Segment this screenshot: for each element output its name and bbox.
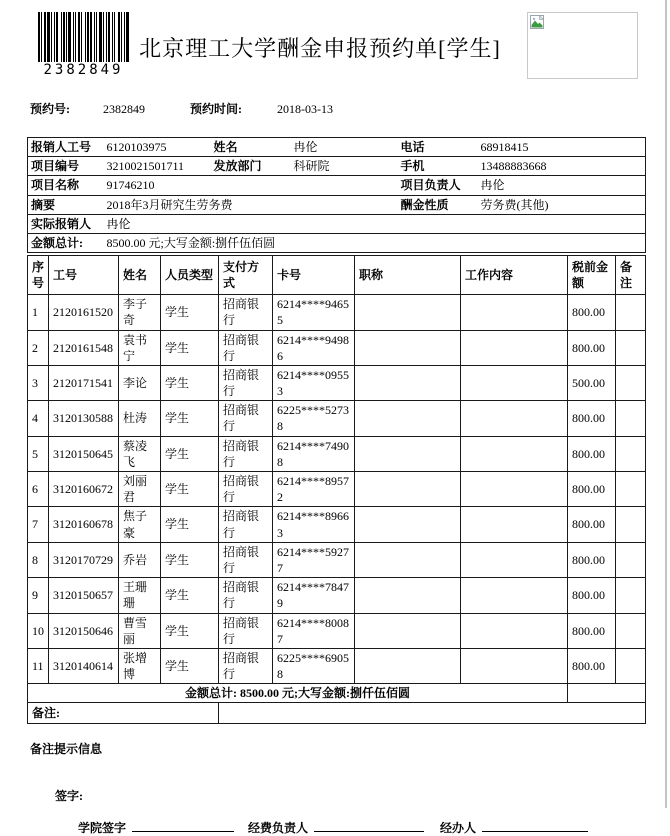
cell-amount: 800.00 bbox=[568, 542, 616, 577]
cell-student-id: 3120160672 bbox=[49, 472, 119, 507]
cell-seq: 11 bbox=[28, 648, 49, 683]
cell-amount: 800.00 bbox=[568, 401, 616, 436]
cell-work bbox=[461, 330, 568, 365]
signers-row bbox=[27, 819, 645, 836]
column-header: 税前金额 bbox=[568, 256, 616, 295]
cell-pay-method: 招商银行 bbox=[219, 295, 273, 330]
cell-job-title bbox=[355, 613, 461, 648]
payee-table-row bbox=[28, 578, 646, 613]
cell-seq: 9 bbox=[28, 578, 49, 613]
handler-signature-label: 经办人 bbox=[440, 821, 477, 836]
cell-work bbox=[461, 648, 568, 683]
table-total-text: 金额总计: 8500.00 元;大写金额:捌仟伍佰圆 bbox=[28, 684, 568, 703]
cell-seq: 6 bbox=[28, 472, 49, 507]
name-label: 姓名 bbox=[213, 140, 238, 154]
cell-type: 学生 bbox=[161, 613, 219, 648]
cell-note bbox=[616, 613, 646, 648]
cell-card-no: 6225****69058 bbox=[273, 648, 355, 683]
cell-note bbox=[616, 472, 646, 507]
column-header: 卡号 bbox=[273, 256, 355, 295]
payee-table-row bbox=[28, 365, 646, 400]
cell-card-no: 6214****78479 bbox=[273, 578, 355, 613]
payee-table-row bbox=[28, 648, 646, 683]
column-header: 工号 bbox=[49, 256, 119, 295]
cell-student-id: 3120130588 bbox=[49, 401, 119, 436]
cell-work bbox=[461, 365, 568, 400]
reservation-no-value: 2382849 bbox=[103, 102, 145, 116]
column-header: 职称 bbox=[355, 256, 461, 295]
cell-pay-method: 招商银行 bbox=[219, 365, 273, 400]
cell-job-title bbox=[355, 295, 461, 330]
cell-type: 学生 bbox=[161, 365, 219, 400]
employee-id-label: 报销人工号 bbox=[31, 140, 92, 154]
cell-seq: 5 bbox=[28, 436, 49, 471]
cell-name: 曹雪丽 bbox=[119, 613, 161, 648]
cell-student-id: 3120150657 bbox=[49, 578, 119, 613]
cell-name: 焦子豪 bbox=[119, 507, 161, 542]
cell-student-id: 3120150646 bbox=[49, 613, 119, 648]
cell-work bbox=[461, 401, 568, 436]
page-title: 北京理工大学酬金申报预约单[学生] bbox=[139, 36, 501, 61]
cell-seq: 7 bbox=[28, 507, 49, 542]
cell-type: 学生 bbox=[161, 436, 219, 471]
cell-work bbox=[461, 472, 568, 507]
signature-section bbox=[27, 787, 645, 836]
cell-work bbox=[461, 507, 568, 542]
info-row-5 bbox=[28, 214, 646, 233]
project-leader-value: 冉伦 bbox=[478, 176, 646, 195]
cell-name: 袁书宁 bbox=[119, 330, 161, 365]
cell-seq: 3 bbox=[28, 365, 49, 400]
table-total-empty-cell bbox=[568, 684, 646, 703]
cell-type: 学生 bbox=[161, 648, 219, 683]
cell-student-id: 2120171541 bbox=[49, 365, 119, 400]
cell-type: 学生 bbox=[161, 507, 219, 542]
cell-job-title bbox=[355, 330, 461, 365]
phone-label: 电话 bbox=[400, 140, 425, 154]
cell-name: 李论 bbox=[119, 365, 161, 400]
actual-reimburser-label: 实际报销人 bbox=[28, 214, 104, 233]
handler-signature-group bbox=[440, 819, 588, 836]
cell-work bbox=[461, 295, 568, 330]
cell-name: 王珊珊 bbox=[119, 578, 161, 613]
cell-student-id: 3120140614 bbox=[49, 648, 119, 683]
fund-manager-signature-group bbox=[248, 819, 424, 836]
cell-type: 学生 bbox=[161, 295, 219, 330]
cell-pay-method: 招商银行 bbox=[219, 542, 273, 577]
cell-amount: 800.00 bbox=[568, 648, 616, 683]
cell-note bbox=[616, 648, 646, 683]
cell-work bbox=[461, 542, 568, 577]
cell-card-no: 6214****89663 bbox=[273, 507, 355, 542]
cell-job-title bbox=[355, 648, 461, 683]
column-header: 序号 bbox=[28, 256, 49, 295]
payee-table-header-row bbox=[28, 256, 646, 295]
table-total-row bbox=[28, 684, 646, 703]
project-leader-label: 项目负责人 bbox=[398, 176, 478, 195]
form-content bbox=[27, 0, 645, 836]
cell-amount: 800.00 bbox=[568, 436, 616, 471]
issuing-dept-label: 发放部门 bbox=[211, 157, 291, 176]
cell-job-title bbox=[355, 542, 461, 577]
cell-job-title bbox=[355, 507, 461, 542]
payee-table-row bbox=[28, 295, 646, 330]
issuing-dept-value: 科研院 bbox=[291, 157, 398, 176]
cell-job-title bbox=[355, 401, 461, 436]
cell-amount: 800.00 bbox=[568, 613, 616, 648]
cell-type: 学生 bbox=[161, 330, 219, 365]
column-header: 工作内容 bbox=[461, 256, 568, 295]
cell-student-id: 3120170729 bbox=[49, 542, 119, 577]
reservation-time-label: 预约时间: bbox=[190, 102, 242, 116]
cell-type: 学生 bbox=[161, 542, 219, 577]
cell-amount: 800.00 bbox=[568, 578, 616, 613]
cell-pay-method: 招商银行 bbox=[219, 472, 273, 507]
cell-card-no: 6214****09553 bbox=[273, 365, 355, 400]
summary-value: 2018年3月研究生劳务费 bbox=[104, 195, 398, 214]
cell-name: 蔡凌飞 bbox=[119, 436, 161, 471]
handler-signature-line bbox=[482, 819, 588, 832]
cell-note bbox=[616, 365, 646, 400]
cell-card-no: 6214****94655 bbox=[273, 295, 355, 330]
remuneration-type-label: 酬金性质 bbox=[398, 195, 478, 214]
cell-job-title bbox=[355, 472, 461, 507]
cell-note bbox=[616, 507, 646, 542]
mobile-label: 手机 bbox=[398, 157, 478, 176]
cell-pay-method: 招商银行 bbox=[219, 578, 273, 613]
cell-note bbox=[616, 330, 646, 365]
cell-note bbox=[616, 436, 646, 471]
cell-note bbox=[616, 295, 646, 330]
college-signature-line bbox=[132, 819, 234, 832]
cell-seq: 4 bbox=[28, 401, 49, 436]
cell-amount: 500.00 bbox=[568, 365, 616, 400]
payee-table-row bbox=[28, 472, 646, 507]
cell-note bbox=[616, 401, 646, 436]
column-header: 支付方式 bbox=[219, 256, 273, 295]
cell-card-no: 6214****89572 bbox=[273, 472, 355, 507]
payee-table-row bbox=[28, 613, 646, 648]
reimburser-info-table bbox=[27, 137, 646, 253]
cell-card-no: 6225****52738 bbox=[273, 401, 355, 436]
cell-note bbox=[616, 542, 646, 577]
cell-name: 刘丽君 bbox=[119, 472, 161, 507]
cell-pay-method: 招商银行 bbox=[219, 401, 273, 436]
cell-name: 乔岩 bbox=[119, 542, 161, 577]
reservation-time-value: 2018-03-13 bbox=[277, 102, 333, 116]
total-amount-value: 8500.00 元;大写金额:捌仟伍佰圆 bbox=[104, 233, 646, 252]
payee-table-row bbox=[28, 507, 646, 542]
payee-table-row bbox=[28, 401, 646, 436]
cell-work bbox=[461, 578, 568, 613]
project-no-value: 3210021501711 bbox=[104, 157, 211, 176]
column-header: 姓名 bbox=[119, 256, 161, 295]
employee-id-value: 6120103975 bbox=[106, 140, 167, 154]
cell-seq: 8 bbox=[28, 542, 49, 577]
fund-manager-signature-line bbox=[314, 819, 424, 832]
remark-label: 备注: bbox=[28, 703, 219, 724]
reservation-row bbox=[27, 100, 645, 120]
cell-job-title bbox=[355, 436, 461, 471]
cell-work bbox=[461, 436, 568, 471]
cell-type: 学生 bbox=[161, 401, 219, 436]
cell-student-id: 2120161548 bbox=[49, 330, 119, 365]
payee-table bbox=[27, 255, 646, 724]
info-row-1 bbox=[28, 138, 646, 157]
cell-pay-method: 招商银行 bbox=[219, 648, 273, 683]
notes-hint-text: 备注提示信息 bbox=[30, 742, 103, 757]
cell-amount: 800.00 bbox=[568, 295, 616, 330]
project-name-label: 项目名称 bbox=[28, 176, 104, 195]
cell-pay-method: 招商银行 bbox=[219, 507, 273, 542]
cell-card-no: 6214****80087 bbox=[273, 613, 355, 648]
cell-seq: 2 bbox=[28, 330, 49, 365]
cell-name: 李子奇 bbox=[119, 295, 161, 330]
fund-manager-signature-label: 经费负责人 bbox=[248, 821, 309, 836]
info-row-6 bbox=[28, 233, 646, 252]
cell-name: 杜涛 bbox=[119, 401, 161, 436]
payee-table-row bbox=[28, 436, 646, 471]
cell-student-id: 3120160678 bbox=[49, 507, 119, 542]
cell-card-no: 6214****94986 bbox=[273, 330, 355, 365]
info-row-3 bbox=[28, 176, 646, 195]
cell-amount: 800.00 bbox=[568, 330, 616, 365]
payee-table-row bbox=[28, 330, 646, 365]
remark-value bbox=[219, 703, 646, 724]
cell-pay-method: 招商银行 bbox=[219, 613, 273, 648]
cell-pay-method: 招商银行 bbox=[219, 330, 273, 365]
info-row-4 bbox=[28, 195, 646, 214]
actual-reimburser-value: 冉伦 bbox=[104, 214, 646, 233]
cell-card-no: 6214****74908 bbox=[273, 436, 355, 471]
column-header: 人员类型 bbox=[161, 256, 219, 295]
sign-label: 签字: bbox=[55, 789, 83, 804]
cell-card-no: 6214****59277 bbox=[273, 542, 355, 577]
cell-job-title bbox=[355, 365, 461, 400]
info-row-2 bbox=[28, 157, 646, 176]
college-signature-label: 学院签字 bbox=[78, 821, 127, 836]
cell-note bbox=[616, 578, 646, 613]
barcode-number: 2382849 bbox=[43, 62, 124, 78]
payee-table-row bbox=[28, 542, 646, 577]
mobile-value: 13488883668 bbox=[478, 157, 646, 176]
cell-pay-method: 招商银行 bbox=[219, 436, 273, 471]
reservation-no-label: 预约号: bbox=[30, 102, 70, 116]
cell-amount: 800.00 bbox=[568, 507, 616, 542]
name-value: 冉伦 bbox=[293, 140, 318, 154]
phone-value: 68918415 bbox=[480, 140, 529, 154]
payee-table-body bbox=[28, 295, 646, 684]
cell-seq: 1 bbox=[28, 295, 49, 330]
cell-name: 张增博 bbox=[119, 648, 161, 683]
total-amount-label: 金额总计: bbox=[28, 233, 104, 252]
remuneration-type-value: 劳务费(其他) bbox=[478, 195, 646, 214]
cell-student-id: 2120161520 bbox=[49, 295, 119, 330]
cell-seq: 10 bbox=[28, 613, 49, 648]
college-signature-group bbox=[78, 819, 234, 836]
project-name-value: 91746210 bbox=[104, 176, 398, 195]
cell-type: 学生 bbox=[161, 472, 219, 507]
table-remark-row bbox=[28, 703, 646, 724]
summary-label: 摘要 bbox=[28, 195, 104, 214]
cell-type: 学生 bbox=[161, 578, 219, 613]
project-no-label: 项目编号 bbox=[28, 157, 104, 176]
page-right-edge bbox=[665, 0, 667, 808]
cell-work bbox=[461, 613, 568, 648]
cell-job-title bbox=[355, 578, 461, 613]
cell-amount: 800.00 bbox=[568, 472, 616, 507]
column-header: 备注 bbox=[616, 256, 646, 295]
cell-student-id: 3120150645 bbox=[49, 436, 119, 471]
